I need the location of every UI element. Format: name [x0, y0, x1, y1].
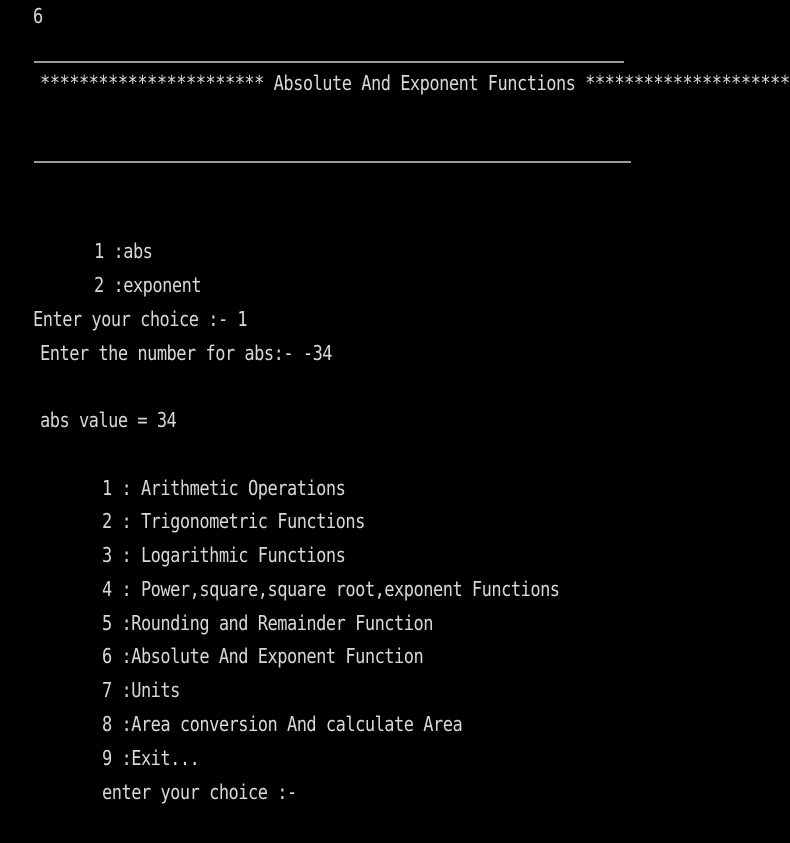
- menu-item-trigonometric: 2 : Trigonometric Functions: [102, 510, 365, 534]
- input-prompt-text: enter your choice :-: [102, 781, 297, 805]
- number-prompt: Enter the number for abs:- -34: [40, 342, 333, 366]
- result-output: abs value = 34: [40, 409, 177, 433]
- selection-echo: 6: [33, 5, 43, 29]
- submenu-item-exponent: 2 :exponent: [94, 274, 202, 298]
- choice-prompt: Enter your choice :- 1: [33, 308, 248, 332]
- section-banner: *********************** Absolute And Exponent Functions *********************: [40, 72, 790, 96]
- menu-item-absolute: 6 :Absolute And Exponent Function: [102, 645, 424, 669]
- top-rule: [34, 61, 624, 63]
- submenu-item-abs: 1 :abs: [94, 240, 153, 264]
- menu-item-area: 8 :Area conversion And calculate Area: [102, 713, 463, 737]
- menu-item-logarithmic: 3 : Logarithmic Functions: [102, 544, 346, 568]
- bottom-rule: [34, 161, 631, 163]
- menu-item-exit: 9 :Exit...: [102, 747, 200, 771]
- menu-item-power: 4 : Power,square,square root,exponent Functions: [102, 578, 560, 602]
- input-prompt[interactable]: [102, 780, 303, 806]
- menu-item-rounding: 5 :Rounding and Remainder Function: [102, 612, 433, 636]
- menu-item-arithmetic: 1 : Arithmetic Operations: [102, 477, 346, 501]
- menu-item-units: 7 :Units: [102, 679, 180, 703]
